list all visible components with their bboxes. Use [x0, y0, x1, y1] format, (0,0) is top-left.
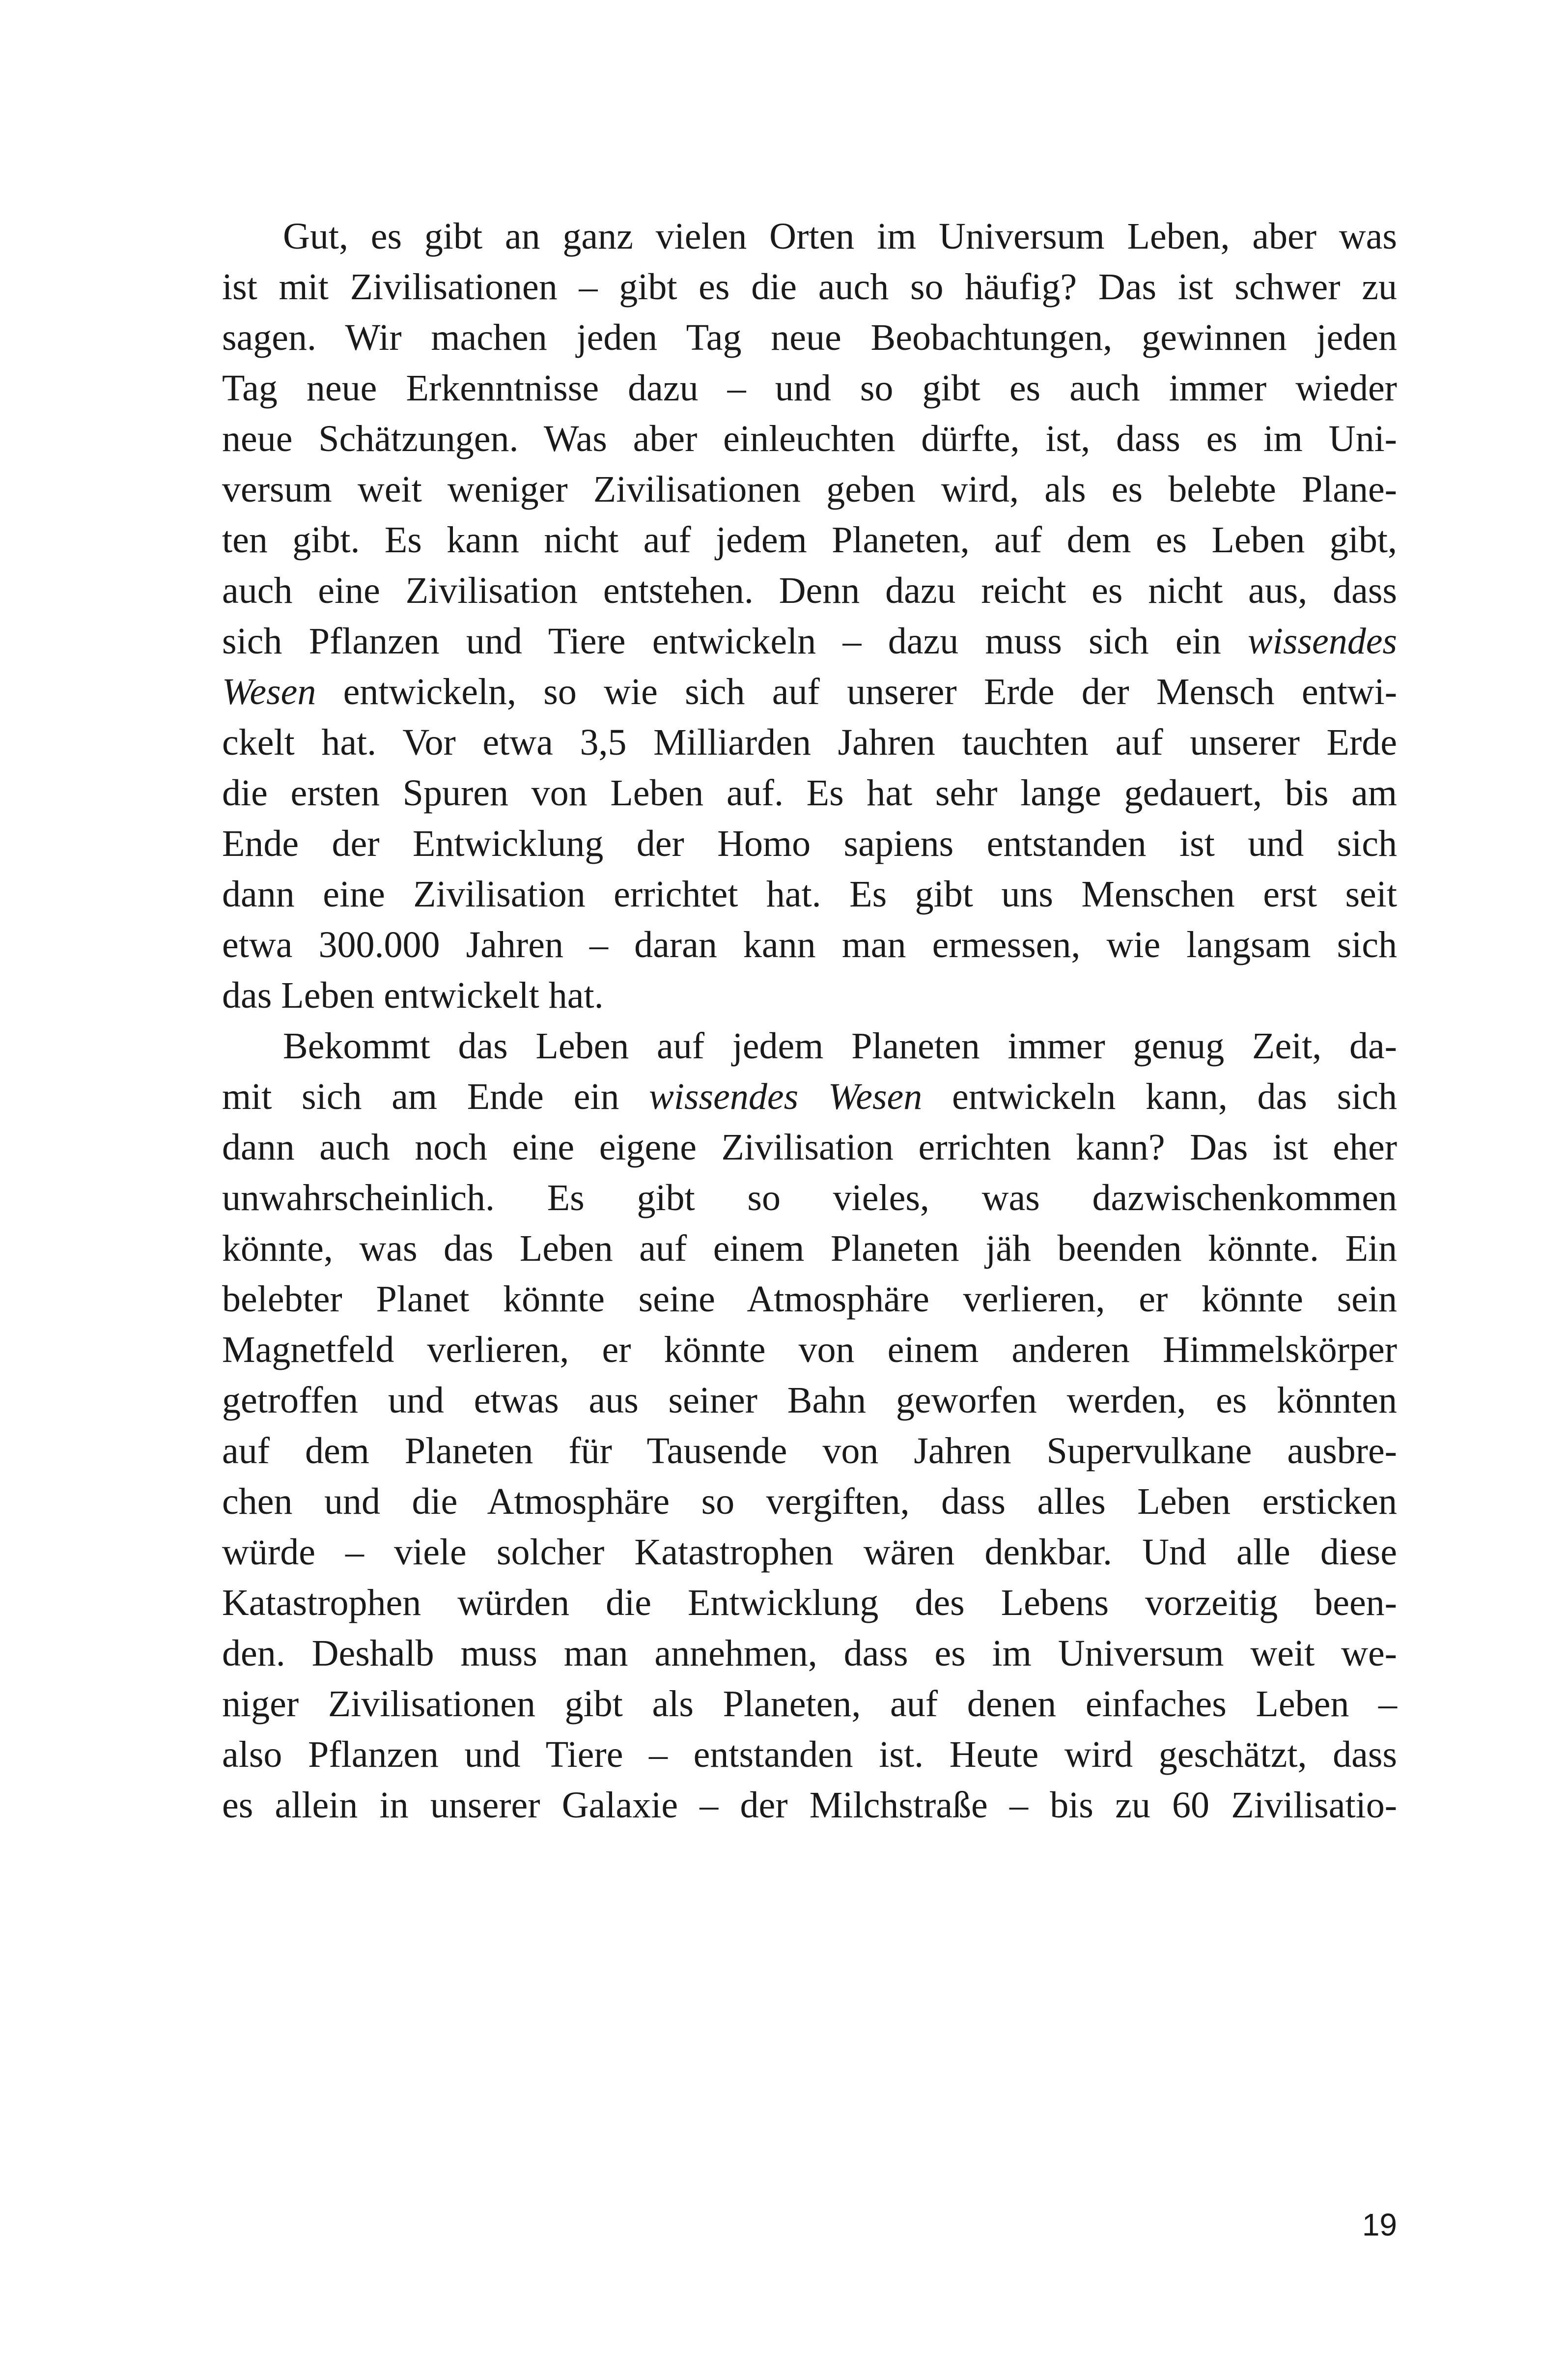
text-line: niger Zivilisationen gibt als Planeten, auf denen einfaches Leben –	[222, 1683, 1397, 1725]
text-line	[222, 616, 1397, 667]
text-line: Tag neue Erkenntnisse dazu – und so gibt es auch immer wieder	[222, 368, 1397, 409]
text-line: neue Schätzungen. Was aber einleuchten dürfte, ist, dass es im Uni-	[222, 418, 1397, 459]
text-line: es allein in unserer Galaxie – der Milchstraße – bis zu 60 Zivilisatio-	[222, 1784, 1397, 1826]
text-line: ten gibt. Es kann nicht auf jedem Planeten, auf dem es Leben gibt,	[222, 519, 1397, 561]
text-line: Gut, es gibt an ganz vielen Orten im Universum Leben, aber was	[283, 216, 1397, 257]
text-line	[222, 667, 1397, 717]
text-line: ist mit Zivilisationen – gibt es die auch so häufig? Das ist schwer zu	[222, 266, 1397, 308]
italic-term: wissendes Wesen	[649, 1076, 923, 1117]
text-line: Magnetfeld verlieren, er könnte von einem anderen Himmelskörper	[222, 1329, 1397, 1370]
text-line: auch eine Zivilisation entstehen. Denn dazu reicht es nicht aus, dass	[222, 570, 1397, 611]
text-line: sagen. Wir machen jeden Tag neue Beobachtungen, gewinnen jeden	[222, 317, 1397, 358]
text-segment: sich Pflanzen und Tiere entwickeln – dazu muss sich ein	[222, 621, 1248, 662]
text-line: dann auch noch eine eigene Zivilisation errichten kann? Das ist eher	[222, 1127, 1397, 1168]
text-line: dann eine Zivilisation errichtet hat. Es gibt uns Menschen erst seit	[222, 874, 1397, 915]
text-line: den. Deshalb muss man annehmen, dass es im Universum weit we-	[222, 1633, 1397, 1674]
text-line: unwahrscheinlich. Es gibt so vieles, was dazwischenkommen	[222, 1177, 1397, 1218]
text-line: ckelt hat. Vor etwa 3,5 Milliarden Jahren tauchten auf unserer Erde	[222, 722, 1397, 763]
text-segment: mit sich am Ende ein	[222, 1076, 649, 1117]
text-line: etwa 300.000 Jahren – daran kann man ermessen, wie langsam sich	[222, 924, 1397, 965]
text-line: chen und die Atmosphäre so vergiften, dass alles Leben ersticken	[222, 1481, 1397, 1522]
text-line: versum weit weniger Zivilisationen geben wird, als es belebte Plane-	[222, 469, 1397, 510]
text-line: belebter Planet könnte seine Atmosphäre verlieren, er könnte sein	[222, 1278, 1397, 1320]
text-line: könnte, was das Leben auf einem Planeten jäh beenden könnte. Ein	[222, 1228, 1397, 1269]
text-line: die ersten Spuren von Leben auf. Es hat sehr lange gedauert, bis am	[222, 772, 1397, 814]
paragraph-1	[222, 211, 1397, 1021]
text-line: würde – viele solcher Katastrophen wären denkbar. Und alle diese	[222, 1531, 1397, 1573]
text-line: auf dem Planeten für Tausende von Jahren Supervulkane ausbre-	[222, 1430, 1397, 1472]
text-line: Bekommt das Leben auf jedem Planeten immer genug Zeit, da-	[283, 1025, 1397, 1067]
text-line: also Pflanzen und Tiere – entstanden ist. Heute wird geschätzt, dass	[222, 1734, 1397, 1775]
text-segment: entwickeln kann, das sich	[922, 1076, 1397, 1117]
text-line: das Leben entwickelt hat.	[222, 975, 604, 1016]
text-line: Ende der Entwicklung der Homo sapiens entstanden ist und sich	[222, 823, 1397, 864]
text-line	[222, 1072, 1397, 1122]
text-segment: entwickeln, so wie sich auf unserer Erde der Mensch entwi-	[343, 671, 1397, 712]
italic-term: wissendes	[1248, 621, 1397, 662]
text-line: Katastrophen würden die Entwicklung des Lebens vorzeitig been-	[222, 1582, 1397, 1623]
italic-term: Wesen	[222, 671, 316, 712]
text-line: getroffen und etwas aus seiner Bahn geworfen werden, es könnten	[222, 1380, 1397, 1421]
body-text	[222, 211, 1397, 1831]
page-number: 19	[1362, 2207, 1397, 2242]
paragraph-2	[222, 1021, 1397, 1831]
